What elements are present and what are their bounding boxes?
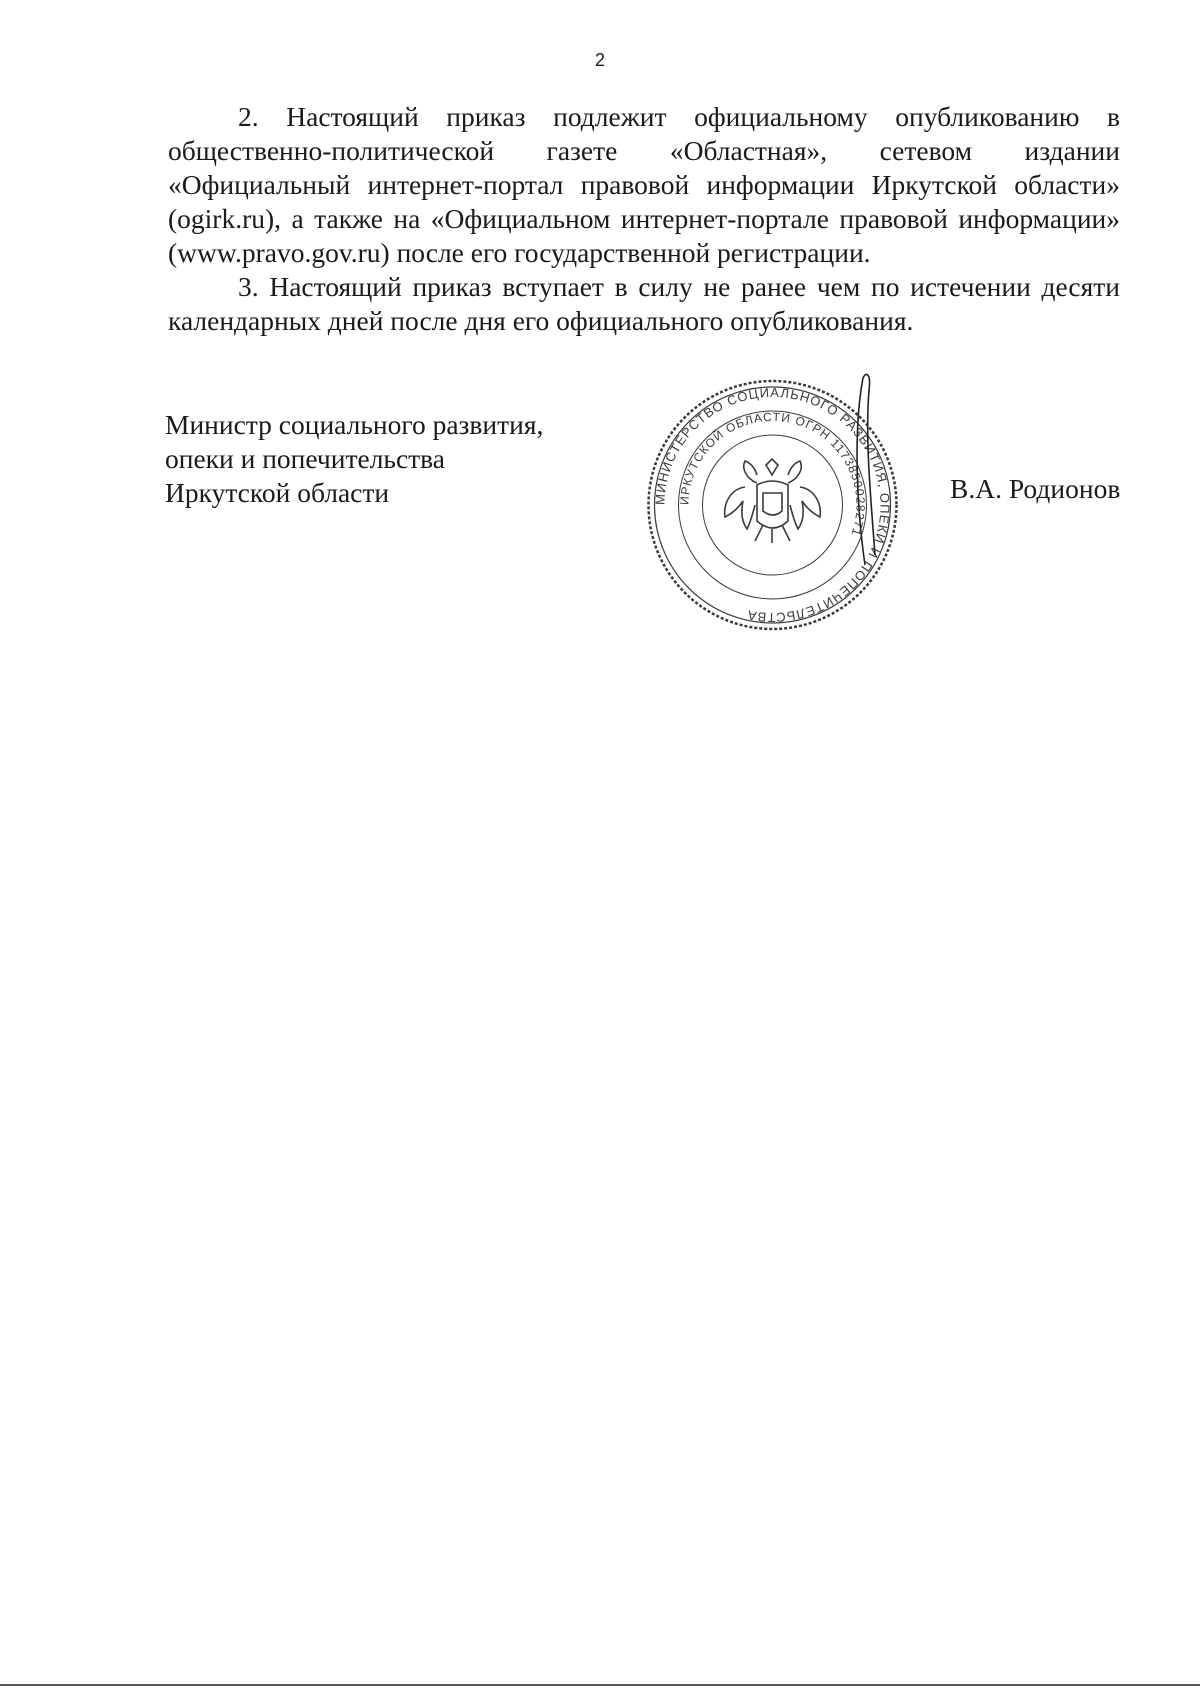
signatory-position-line: Министр социального развития, (165, 409, 544, 440)
document-body (168, 100, 1120, 338)
page-number: 2 (594, 50, 605, 70)
handwritten-signature-icon (835, 370, 895, 570)
coat-of-arms-icon (725, 459, 821, 543)
signatory-name: В.А. Родионов (950, 473, 1121, 504)
signatory-position-line: Иркутской области (165, 477, 390, 508)
seal-outer-text: МИНИСТЕРСТВО СОЦИАЛЬНОГО РАЗВИТИЯ, ОПЕКИ И ПОПЕЧИТЕЛЬСТВА (652, 384, 893, 626)
paragraph-effective-date: 3. Настоящий приказ вступает в силу не ранее чем по истечении десяти календарных дней после дня его официального опубликования. (168, 271, 1120, 336)
signatory-position (165, 408, 585, 510)
page-bottom-rule (0, 1684, 1200, 1686)
signatory-position-line: опеки и попечительства (165, 443, 446, 474)
paragraph-publication: 2. Настоящий приказ подлежит официальному опубликованию в общественно-политической газете «Областная», сетевом издании «Официальный интернет-портал правовой информации Иркутской области» (ogirk.ru), а также на «Официальном интернет-портале правовой информации» (www.pravo.gov.ru) после его государственной регистрации. (168, 101, 1120, 268)
seal-inner-text: ИРКУТСКОЙ ОБЛАСТИ ОГРН 1173850028271 (677, 409, 868, 539)
